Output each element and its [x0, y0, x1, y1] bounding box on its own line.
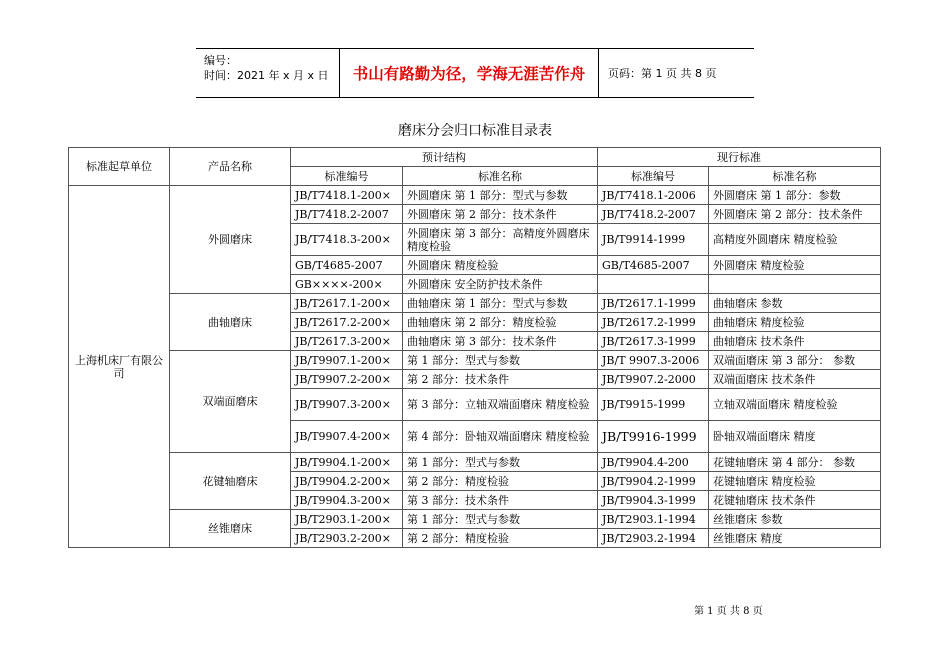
- current-name-cell: 花键轴磨床 精度检验: [709, 472, 881, 491]
- current-name-cell: 外圆磨床 第 1 部分：参数: [709, 186, 881, 205]
- planned-no-cell: JB/T2903.1-200×: [291, 510, 403, 529]
- group-header-planned: 预计结构: [291, 148, 598, 167]
- current-name-cell: 花键轴磨床 第 4 部分： 参数: [709, 453, 881, 472]
- planned-name-cell: 第 2 部分：技术条件: [403, 370, 598, 389]
- planned-name-cell: 第 2 部分：精度检验: [403, 472, 598, 491]
- current-no-cell: JB/T2903.2-1994: [598, 529, 709, 548]
- table-row: [69, 510, 881, 529]
- current-name-cell: 双端面磨床 第 3 部分： 参数: [709, 351, 881, 370]
- planned-name-cell: 第 1 部分：型式与参数: [403, 351, 598, 370]
- planned-no-cell: JB/T2617.3-200×: [291, 332, 403, 351]
- planned-no-cell: JB/T7418.3-200×: [291, 224, 403, 256]
- current-no-cell: JB/T7418.1-2006: [598, 186, 709, 205]
- planned-no-cell: JB/T2617.1-200×: [291, 294, 403, 313]
- planned-no-cell: JB/T2617.2-200×: [291, 313, 403, 332]
- current-no-cell: JB/T9914-1999: [598, 224, 709, 256]
- header-meta: [204, 53, 344, 83]
- planned-no-cell: JB/T9904.2-200×: [291, 472, 403, 491]
- col-header-current-name: 标准名称: [709, 167, 881, 186]
- planned-name-cell: 第 1 部分：型式与参数: [403, 453, 598, 472]
- planned-name-cell: 曲轴磨床 第 2 部分：精度检验: [403, 313, 598, 332]
- planned-name-cell: 第 3 部分：技术条件: [403, 491, 598, 510]
- current-no-cell: JB/T9915-1999: [598, 389, 709, 421]
- planned-no-cell: JB/T7418.1-200×: [291, 186, 403, 205]
- current-no-cell: JB/T9907.2-2000: [598, 370, 709, 389]
- planned-no-cell: JB/T7418.2-2007: [291, 205, 403, 224]
- current-name-cell: 丝锥磨床 精度: [709, 529, 881, 548]
- planned-no-cell: JB/T9904.1-200×: [291, 453, 403, 472]
- current-name-cell: [709, 275, 881, 294]
- current-name-cell: 外圆磨床 精度检验: [709, 256, 881, 275]
- planned-no-cell: JB/T9907.4-200×: [291, 421, 403, 453]
- current-no-cell: JB/T 9907.3-2006: [598, 351, 709, 370]
- table-header-row: [69, 148, 881, 167]
- current-name-cell: 立轴双端面磨床 精度检验: [709, 389, 881, 421]
- planned-no-cell: JB/T9907.1-200×: [291, 351, 403, 370]
- product-cell: 曲轴磨床: [170, 294, 291, 351]
- current-no-cell: JB/T9904.4-200: [598, 453, 709, 472]
- planned-name-cell: 外圆磨床 精度检验: [403, 256, 598, 275]
- table-row: [69, 351, 881, 370]
- planned-no-cell: JB/T9907.2-200×: [291, 370, 403, 389]
- col-header-product: 产品名称: [170, 148, 291, 186]
- standards-table: [68, 147, 881, 548]
- current-no-cell: JB/T2903.1-1994: [598, 510, 709, 529]
- current-name-cell: 卧轴双端面磨床 精度: [709, 421, 881, 453]
- time-label: 时间：2021 年 x 月 x 日: [204, 69, 329, 82]
- current-no-cell: JB/T7418.2-2007: [598, 205, 709, 224]
- planned-name-cell: 曲轴磨床 第 1 部分：型式与参数: [403, 294, 598, 313]
- current-no-cell: JB/T2617.1-1999: [598, 294, 709, 313]
- current-name-cell: 曲轴磨床 精度检验: [709, 313, 881, 332]
- document-header: [196, 48, 754, 98]
- current-name-cell: 双端面磨床 技术条件: [709, 370, 881, 389]
- current-no-cell: [598, 275, 709, 294]
- page-footer: 第 1 页 共 8 页: [694, 606, 763, 617]
- unit-cell: 上海机床厂有限公司: [69, 186, 170, 548]
- planned-name-cell: 外圆磨床 第 3 部分：高精度外圆磨床 精度检验: [403, 224, 598, 256]
- current-no-cell: JB/T9916-1999: [598, 421, 709, 453]
- planned-no-cell: JB/T9907.3-200×: [291, 389, 403, 421]
- planned-no-cell: GB/T4685-2007: [291, 256, 403, 275]
- document-title: 磨床分会归口标准目录表: [398, 123, 552, 139]
- current-no-cell: JB/T9904.3-1999: [598, 491, 709, 510]
- planned-name-cell: 外圆磨床 第 1 部分：型式与参数: [403, 186, 598, 205]
- current-no-cell: JB/T2617.3-1999: [598, 332, 709, 351]
- planned-no-cell: JB/T2903.2-200×: [291, 529, 403, 548]
- product-cell: 外圆磨床: [170, 186, 291, 294]
- current-name-cell: 外圆磨床 第 2 部分：技术条件: [709, 205, 881, 224]
- product-cell: 花键轴磨床: [170, 453, 291, 510]
- group-header-current: 现行标准: [598, 148, 881, 167]
- table-row: [69, 294, 881, 313]
- number-label: 编号：: [204, 54, 237, 67]
- planned-no-cell: JB/T9904.3-200×: [291, 491, 403, 510]
- current-no-cell: GB/T4685-2007: [598, 256, 709, 275]
- product-cell: 双端面磨床: [170, 351, 291, 453]
- planned-name-cell: 外圆磨床 第 2 部分：技术条件: [403, 205, 598, 224]
- planned-name-cell: 曲轴磨床 第 3 部分：技术条件: [403, 332, 598, 351]
- current-name-cell: 曲轴磨床 参数: [709, 294, 881, 313]
- product-cell: 丝锥磨床: [170, 510, 291, 548]
- planned-name-cell: 第 1 部分：型式与参数: [403, 510, 598, 529]
- planned-no-cell: GB××××-200×: [291, 275, 403, 294]
- col-header-current-no: 标准编号: [598, 167, 709, 186]
- col-header-planned-no: 标准编号: [291, 167, 403, 186]
- col-header-planned-name: 标准名称: [403, 167, 598, 186]
- current-no-cell: JB/T2617.2-1999: [598, 313, 709, 332]
- current-name-cell: 曲轴磨床 技术条件: [709, 332, 881, 351]
- table-row: [69, 186, 881, 205]
- current-name-cell: 花键轴磨床 技术条件: [709, 491, 881, 510]
- col-header-unit: 标准起草单位: [69, 148, 170, 186]
- table-row: [69, 453, 881, 472]
- current-name-cell: 高精度外圆磨床 精度检验: [709, 224, 881, 256]
- current-no-cell: JB/T9904.2-1999: [598, 472, 709, 491]
- planned-name-cell: 第 2 部分：精度检验: [403, 529, 598, 548]
- current-name-cell: 丝锥磨床 参数: [709, 510, 881, 529]
- planned-name-cell: 第 4 部分：卧轴双端面磨床 精度检验: [403, 421, 598, 453]
- header-motto: 书山有路勤为径，学海无涯苦作舟: [339, 49, 599, 97]
- planned-name-cell: 外圆磨床 安全防护技术条件: [403, 275, 598, 294]
- header-page-label: 页码：第 1 页 共 8 页: [608, 67, 717, 80]
- planned-name-cell: 第 3 部分：立轴双端面磨床 精度检验: [403, 389, 598, 421]
